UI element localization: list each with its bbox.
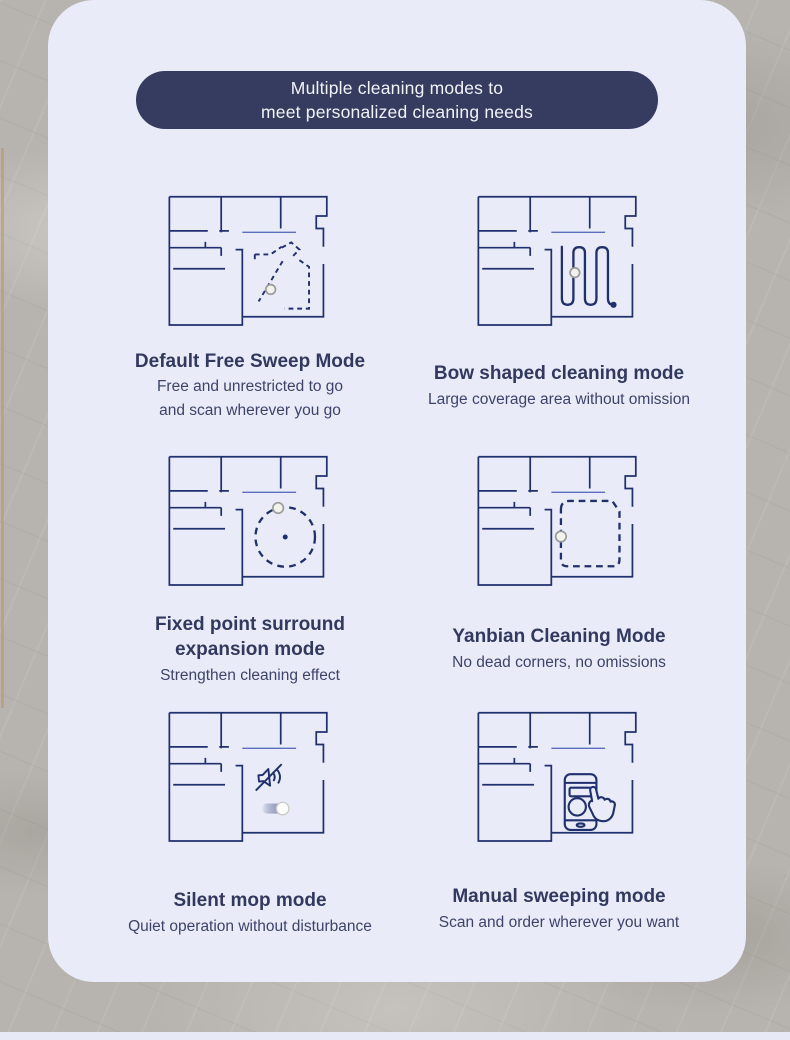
mode-title: Manual sweeping mode (452, 886, 666, 907)
random-path-floor-plan-icon (154, 192, 346, 336)
random-path-overlay (255, 242, 309, 308)
edge-trace-floor-plan-icon (463, 452, 655, 596)
spot-circle-floor-plan-icon (154, 452, 346, 596)
silent-robot-ball (276, 802, 288, 814)
robot-marker (570, 268, 580, 278)
robot-marker (266, 285, 276, 295)
edge-trace-overlay (561, 501, 620, 566)
mode-card-bow-shaped (414, 192, 704, 410)
mode-title: Silent mop mode (173, 890, 327, 911)
robot-marker (273, 503, 284, 514)
mode-card-manual-sweeping (414, 708, 704, 933)
mode-card-silent-mop (105, 708, 395, 937)
mode-description: Strengthen cleaning effect (160, 667, 340, 684)
banner-line-1: Multiple cleaning modes to (290, 78, 504, 98)
mode-description: No dead corners, no omissions (452, 654, 666, 671)
wood-edge-line (1, 148, 4, 708)
bow-path-overlay (562, 247, 613, 305)
path-end-dot (610, 302, 616, 308)
tapping-hand-icon (589, 787, 615, 821)
mode-description: Large coverage area without omission (428, 391, 690, 408)
mode-card-default-free-sweep (105, 192, 395, 421)
mode-description-line2: and scan wherever you go (159, 402, 341, 419)
mode-title: Fixed point surround expansion mode (155, 614, 345, 660)
section-title-banner (136, 71, 658, 129)
mute-speaker-floor-plan-icon (154, 708, 346, 852)
next-section-strip (0, 1032, 790, 1040)
banner-line-2: meet personalized cleaning needs (261, 102, 533, 122)
mode-card-yanbian (414, 452, 704, 673)
mode-title: Default Free Sweep Mode (134, 351, 366, 372)
center-dot (283, 534, 288, 539)
bow-path-floor-plan-icon (463, 192, 655, 336)
phone-tap-floor-plan-icon (463, 708, 655, 852)
mode-title: Bow shaped cleaning mode (433, 363, 685, 384)
mode-description: Quiet operation without disturbance (128, 918, 372, 935)
mode-title: Yanbian Cleaning Mode (452, 626, 666, 647)
mode-description: Scan and order wherever you want (438, 914, 680, 931)
mode-description: Free and unrestricted to go (156, 378, 344, 395)
mode-card-fixed-point-surround (105, 452, 395, 686)
robot-marker (556, 531, 567, 542)
cleaning-modes-card (48, 0, 746, 982)
